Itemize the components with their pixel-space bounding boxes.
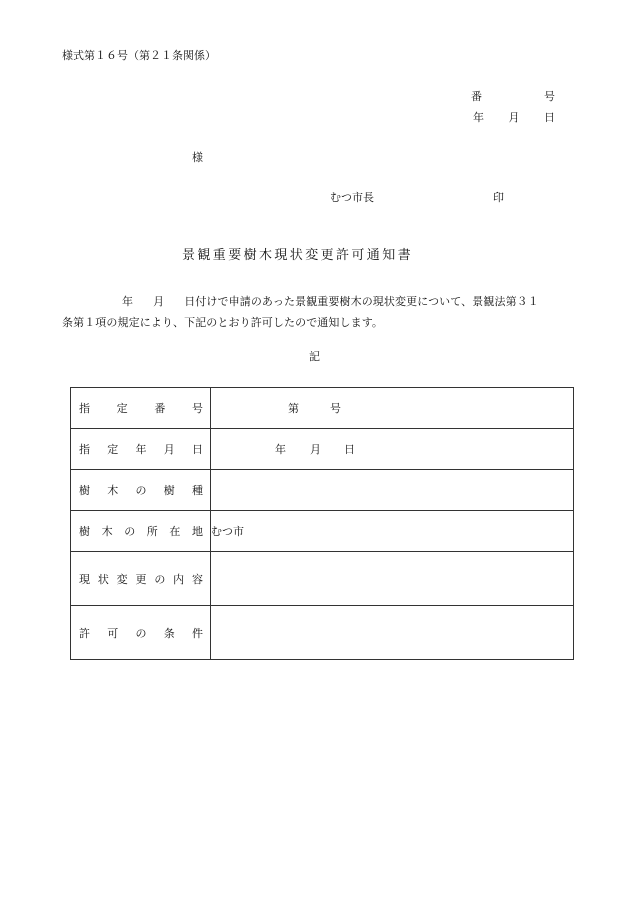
label-char: 日	[192, 443, 203, 456]
number-label-ban: 番	[471, 90, 482, 103]
row-label	[71, 388, 211, 429]
details-table	[70, 387, 574, 660]
label-char: 件	[192, 626, 203, 640]
row-label	[71, 552, 211, 606]
label-char: 番	[154, 402, 166, 415]
label-char: の	[124, 525, 136, 538]
label-char: 指	[79, 402, 90, 415]
document-title: 景観重要樹木現状変更許可通知書	[182, 248, 414, 263]
body-line2: 条第１項の規定により、下記のとおり許可したので通知します。	[62, 316, 384, 329]
date-month: 月	[508, 111, 520, 124]
label-char: 在	[169, 525, 181, 538]
row-value	[211, 388, 574, 429]
label-char: 定	[107, 443, 119, 456]
table-row-tree-species	[71, 470, 574, 511]
label-char: 更	[135, 572, 147, 586]
label-char: 年	[135, 443, 147, 456]
value-go: 号	[330, 402, 341, 415]
label-char: の	[135, 626, 147, 640]
row-label	[71, 511, 211, 552]
label-char: の	[154, 572, 166, 586]
row-value	[211, 470, 574, 511]
label-char: 樹	[163, 484, 175, 497]
row-label	[71, 470, 211, 511]
date-year: 年	[473, 111, 484, 124]
row-value	[211, 552, 574, 606]
label-char: 号	[191, 402, 203, 415]
form-number: 様式第１６号（第２１条関係）	[62, 49, 216, 62]
date-day: 日	[544, 111, 555, 124]
label-char: の	[135, 484, 147, 497]
label-char: 内	[173, 572, 185, 586]
table-row-tree-location	[71, 511, 574, 552]
body-month: 月	[153, 295, 165, 308]
label-char: 条	[163, 626, 175, 640]
label-char: 所	[146, 525, 158, 538]
label-char: 種	[192, 484, 203, 497]
label-char: 変	[116, 572, 128, 586]
table-row-designation-number	[71, 388, 574, 429]
value-year: 年	[275, 443, 286, 456]
document-number-line	[471, 91, 555, 102]
value-day: 日	[344, 443, 355, 456]
body-line1-rest: 日付けで申請のあった景観重要樹木の現状変更について、景観法第３１	[184, 295, 539, 308]
seal-mark: 印	[493, 191, 504, 204]
label-char: 月	[163, 443, 175, 456]
label-char: 木	[101, 525, 113, 538]
table-row-permit-conditions	[71, 606, 574, 660]
body-year: 年	[122, 295, 134, 308]
label-char: 状	[97, 572, 109, 586]
row-value-location: むつ市	[211, 511, 574, 552]
row-value	[211, 606, 574, 660]
value-dai: 第	[288, 402, 299, 415]
table-row-change-content	[71, 552, 574, 606]
label-char: 可	[107, 626, 119, 640]
number-label-go: 号	[544, 90, 555, 103]
label-char: 現	[79, 572, 90, 586]
ki-heading: 記	[309, 350, 320, 363]
row-label	[71, 606, 211, 660]
issuer-name: むつ市長	[330, 191, 374, 204]
label-char: 樹	[79, 525, 90, 538]
value-month: 月	[310, 443, 321, 456]
label-char: 許	[79, 626, 90, 640]
document-date-line	[473, 112, 555, 123]
addressee-suffix: 様	[192, 151, 203, 164]
label-char: 樹	[79, 484, 90, 497]
row-value	[211, 429, 574, 470]
label-char: 地	[191, 525, 203, 538]
row-label	[71, 429, 211, 470]
table-row-designation-date	[71, 429, 574, 470]
label-char: 容	[191, 572, 203, 586]
label-char: 指	[79, 443, 90, 456]
notice-body	[62, 291, 562, 333]
label-char: 定	[116, 402, 128, 415]
label-char: 木	[107, 484, 119, 497]
